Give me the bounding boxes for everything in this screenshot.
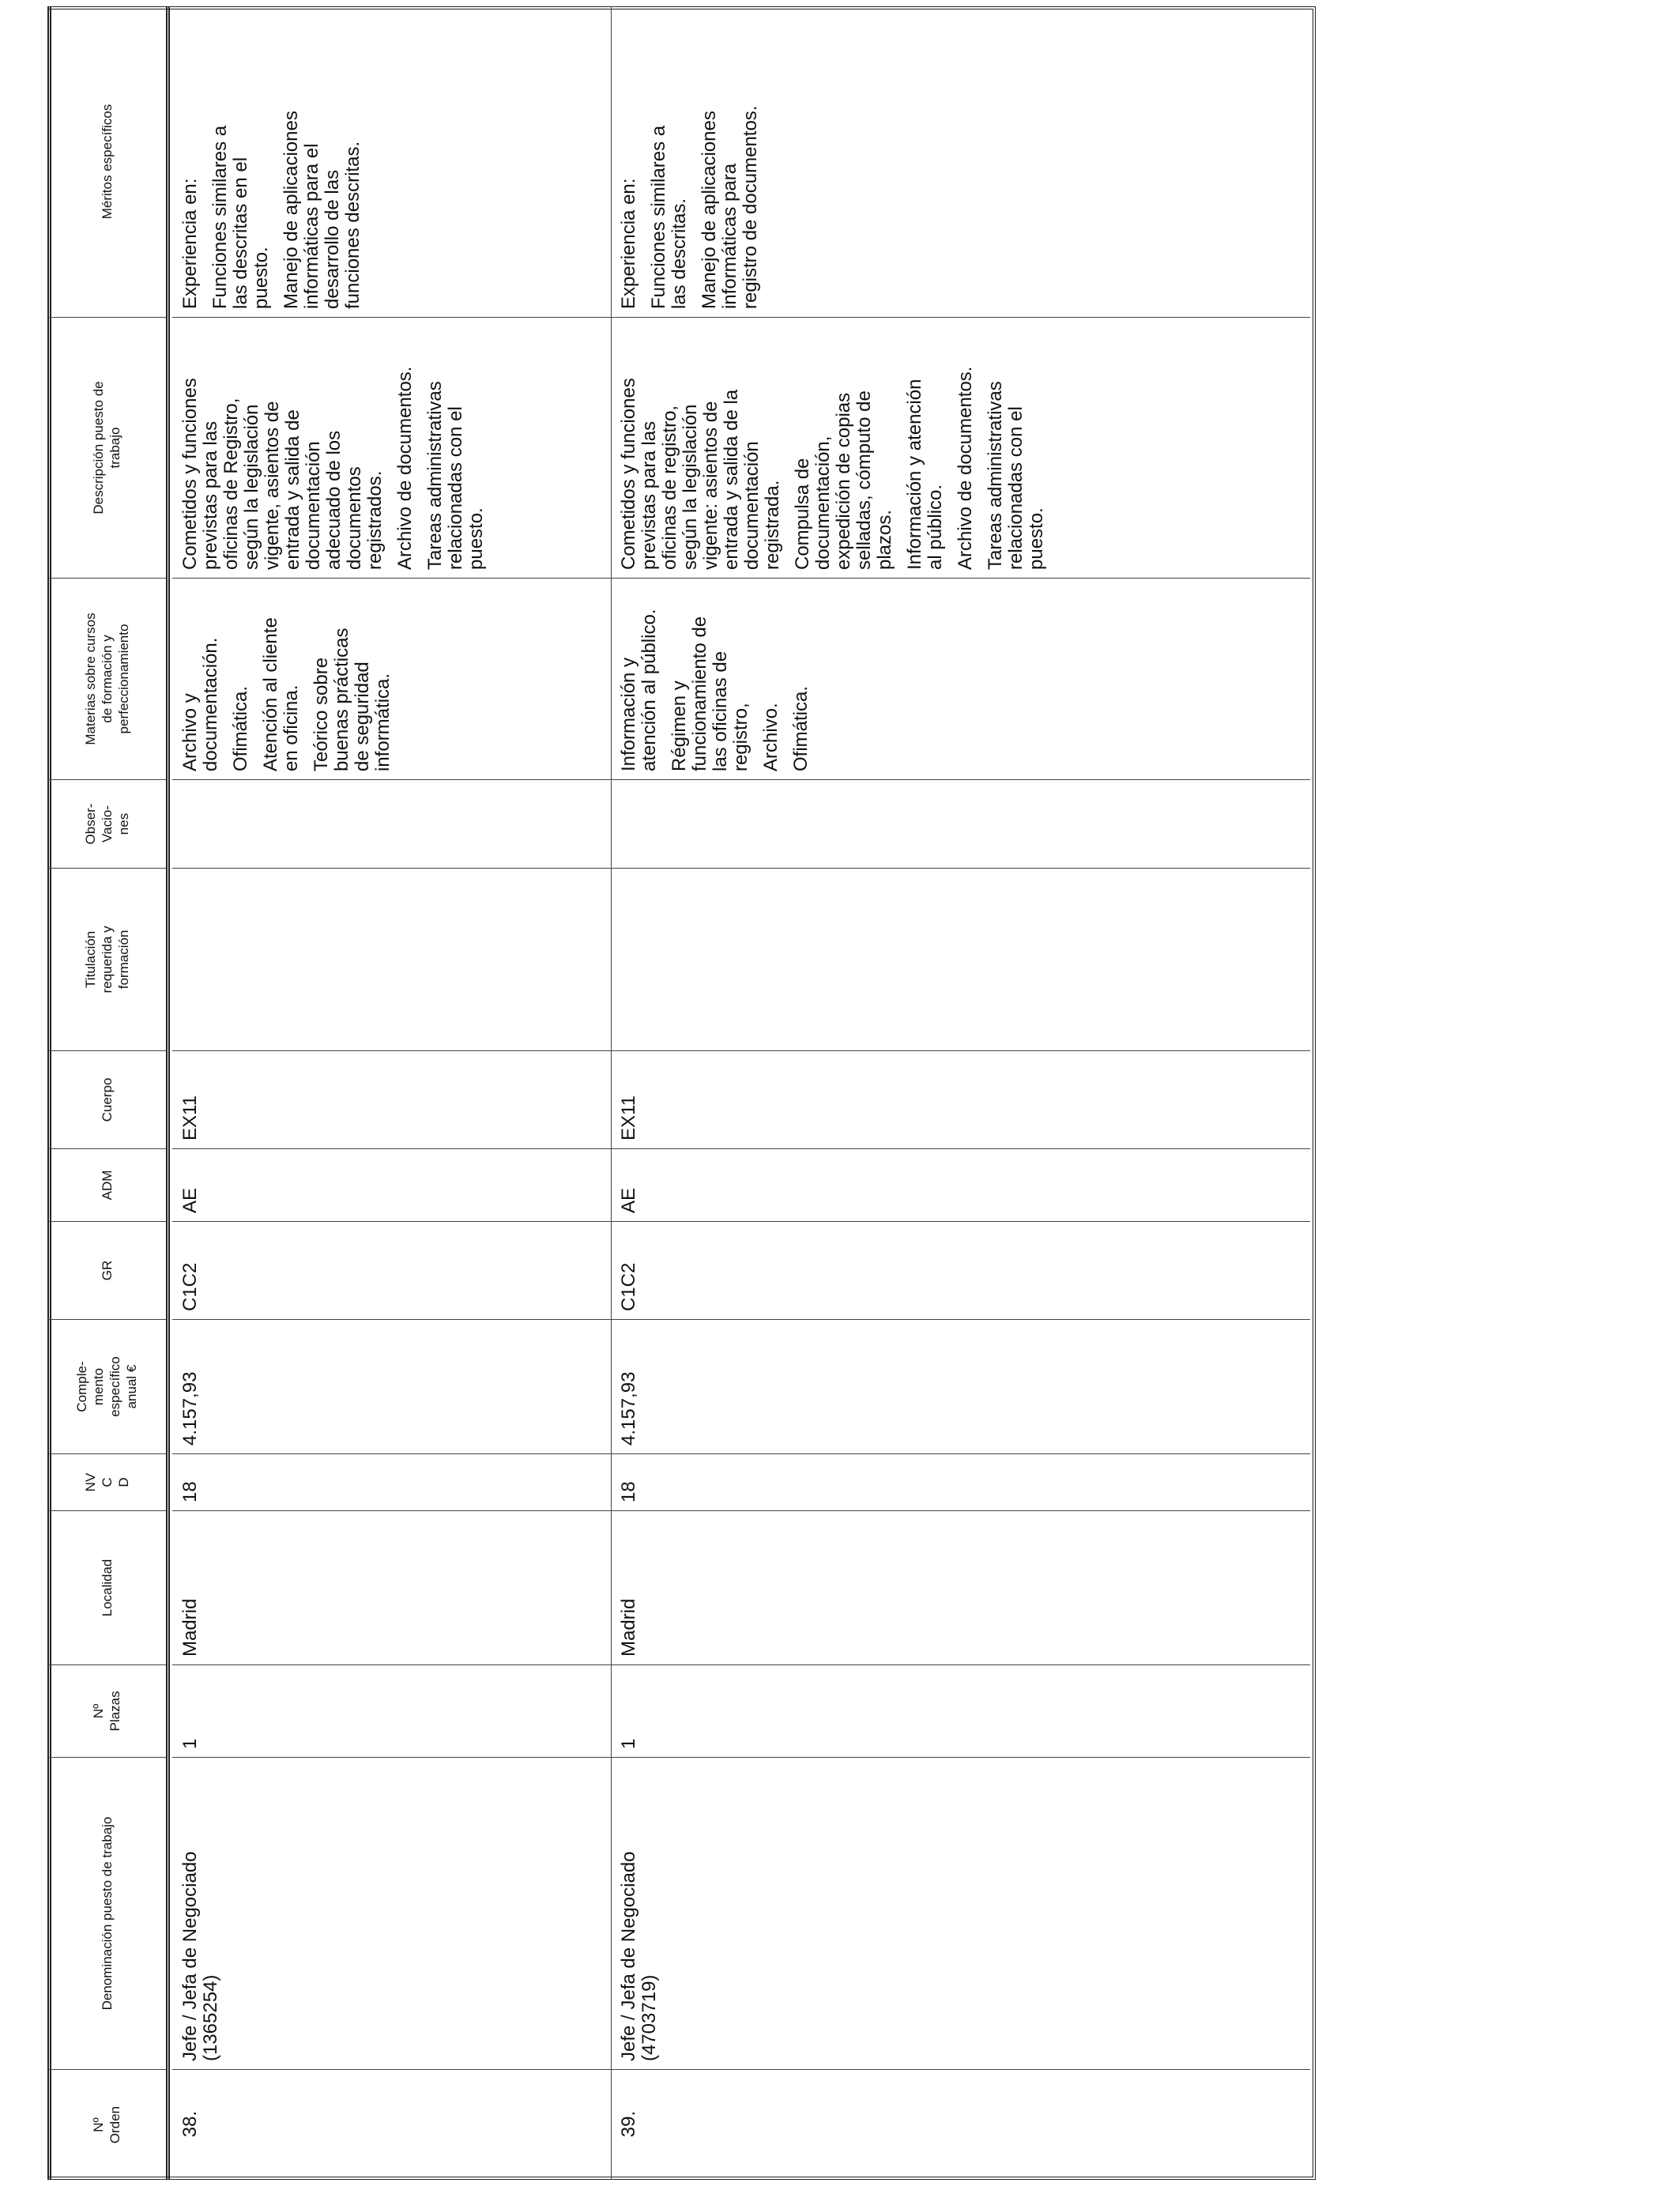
- cell-denominacion: [172, 1757, 611, 2069]
- header-complemento: Comple- mento específico anual €: [47, 1319, 166, 1453]
- header-meritos: Méritos específicos: [99, 104, 115, 220]
- cell-descripcion: [172, 317, 611, 578]
- meritos-paragraph: Experiencia en:: [179, 178, 201, 309]
- meritos-paragraph: Manejo de aplicaciones informáticas para el desarrollo de las funciones descritas.: [281, 111, 363, 309]
- cell-materias: [611, 578, 1310, 779]
- cell-localidad: [172, 1510, 611, 1664]
- gr-value: C1C2: [618, 1262, 639, 1311]
- cell-complemento: [172, 1319, 611, 1453]
- cuerpo-value: EX11: [618, 1095, 639, 1140]
- header-observaciones: Obser- Vacio- nes: [47, 779, 166, 868]
- descripcion-paragraph: Archivo de documentos.: [955, 366, 976, 570]
- descripcion-paragraph: Cometidos y funciones previstas para las oficinas de registro, según la legislación vigente: asientos de entrada y salida de la documentación registrada.: [618, 378, 783, 570]
- orden-value: 39.: [618, 2110, 639, 2138]
- header-denominacion: Denominación puesto de trabajo: [47, 1757, 166, 2069]
- localidad-value: Madrid: [179, 1598, 201, 1657]
- materias-paragraph: Teórico sobre buenas prácticas de seguridad informática.: [311, 628, 394, 771]
- header-localidad: Localidad: [47, 1510, 166, 1664]
- header-cuerpo: Cuerpo: [47, 1050, 166, 1148]
- header-adm: ADM: [47, 1148, 166, 1221]
- cell-cuerpo: [611, 1050, 1310, 1148]
- cell-titulacion: [172, 868, 611, 1050]
- cell-cuerpo: [172, 1050, 611, 1148]
- meritos-paragraph: Funciones similares a las descritas.: [648, 125, 690, 309]
- descripcion-paragraph: Compulsa de documentación, expedición de copias selladas, cómputo de plazos.: [792, 390, 895, 570]
- materias-paragraph: Información y atención al público.: [618, 609, 660, 771]
- materias-paragraph: Ofimática.: [230, 685, 251, 771]
- table-row: [172, 6, 611, 2180]
- materias-paragraph: Ofimática.: [790, 685, 812, 771]
- denominacion-value: Jefe / Jefa de Negociado (1365254): [179, 1851, 221, 2061]
- cell-descripcion: [611, 317, 1310, 578]
- cell-gr: [172, 1221, 611, 1319]
- cell-observaciones: [172, 779, 611, 868]
- materias-paragraph: Archivo y documentación.: [179, 637, 221, 771]
- cell-observaciones: [611, 779, 1310, 868]
- meritos-paragraph: Manejo de aplicaciones informáticas para registro de documentos.: [699, 105, 761, 309]
- descripcion-paragraph: Tareas administrativas relacionadas con el puesto.: [985, 381, 1047, 570]
- cell-meritos: [611, 6, 1310, 317]
- cell-titulacion: [611, 868, 1310, 1050]
- plazas-value: 1: [618, 1738, 639, 1749]
- cell-plazas: [611, 1664, 1310, 1757]
- cell-nvcd: [172, 1453, 611, 1510]
- cell-orden: [611, 2069, 1310, 2180]
- header-titulacion: Titulación requerida y formación: [47, 868, 166, 1050]
- materias-paragraph: Atención al cliente en oficina.: [260, 617, 302, 771]
- adm-value: AE: [179, 1187, 201, 1213]
- denominacion-value: Jefe / Jefa de Negociado (4703719): [618, 1851, 660, 2061]
- nvcd-value: 18: [179, 1481, 201, 1502]
- descripcion-paragraph: Archivo de documentos.: [394, 366, 416, 570]
- complemento-value: 4.157,93: [618, 1371, 639, 1446]
- meritos-paragraph: Funciones similares a las descritas en el puesto.: [209, 125, 272, 309]
- header-bottom-border: [166, 6, 170, 2180]
- localidad-value: Madrid: [618, 1598, 639, 1657]
- header-nvcd: NV C D: [47, 1453, 166, 1510]
- complemento-value: 4.157,93: [179, 1371, 201, 1446]
- orden-value: 38.: [179, 2110, 201, 2138]
- cell-adm: [172, 1148, 611, 1221]
- meritos-paragraph: Experiencia en:: [618, 178, 639, 309]
- materias-paragraph: Archivo.: [760, 703, 782, 771]
- header-descripcion: Descripción puesto de trabajo: [47, 317, 166, 578]
- plazas-value: 1: [179, 1738, 201, 1749]
- header-orden: Nº Orden: [47, 2069, 166, 2180]
- header-gr: GR: [47, 1221, 166, 1319]
- cell-meritos: [172, 6, 611, 317]
- cell-materias: [172, 578, 611, 779]
- header-materias: Materias sobre cursos de formación y perfeccionamiento: [47, 578, 166, 779]
- cell-gr: [611, 1221, 1310, 1319]
- nvcd-value: 18: [618, 1481, 639, 1502]
- cell-denominacion: [611, 1757, 1310, 2069]
- table-row: [611, 6, 1310, 2180]
- cell-complemento: [611, 1319, 1310, 1453]
- cell-plazas: [172, 1664, 611, 1757]
- adm-value: AE: [618, 1187, 639, 1213]
- descripcion-paragraph: Información y atención al público.: [904, 379, 946, 570]
- descripcion-paragraph: Tareas administrativas relacionadas con el puesto.: [424, 381, 487, 570]
- gr-value: C1C2: [179, 1262, 201, 1311]
- cell-orden: [172, 2069, 611, 2180]
- cell-nvcd: [611, 1453, 1310, 1510]
- descripcion-paragraph: Cometidos y funciones previstas para las oficinas de Registro, según la legislación vigente, asientos de entrada y salida de documentación adecuado de los documentos registrados.: [179, 378, 386, 570]
- cuerpo-value: EX11: [179, 1095, 201, 1140]
- header-plazas: Nº Plazas: [47, 1664, 166, 1757]
- table-header-row: [47, 6, 166, 2180]
- cell-localidad: [611, 1510, 1310, 1664]
- rotated-table: [47, 6, 1316, 2180]
- materias-paragraph: Régimen y funcionamiento de las oficinas de registro,: [669, 616, 751, 771]
- cell-adm: [611, 1148, 1310, 1221]
